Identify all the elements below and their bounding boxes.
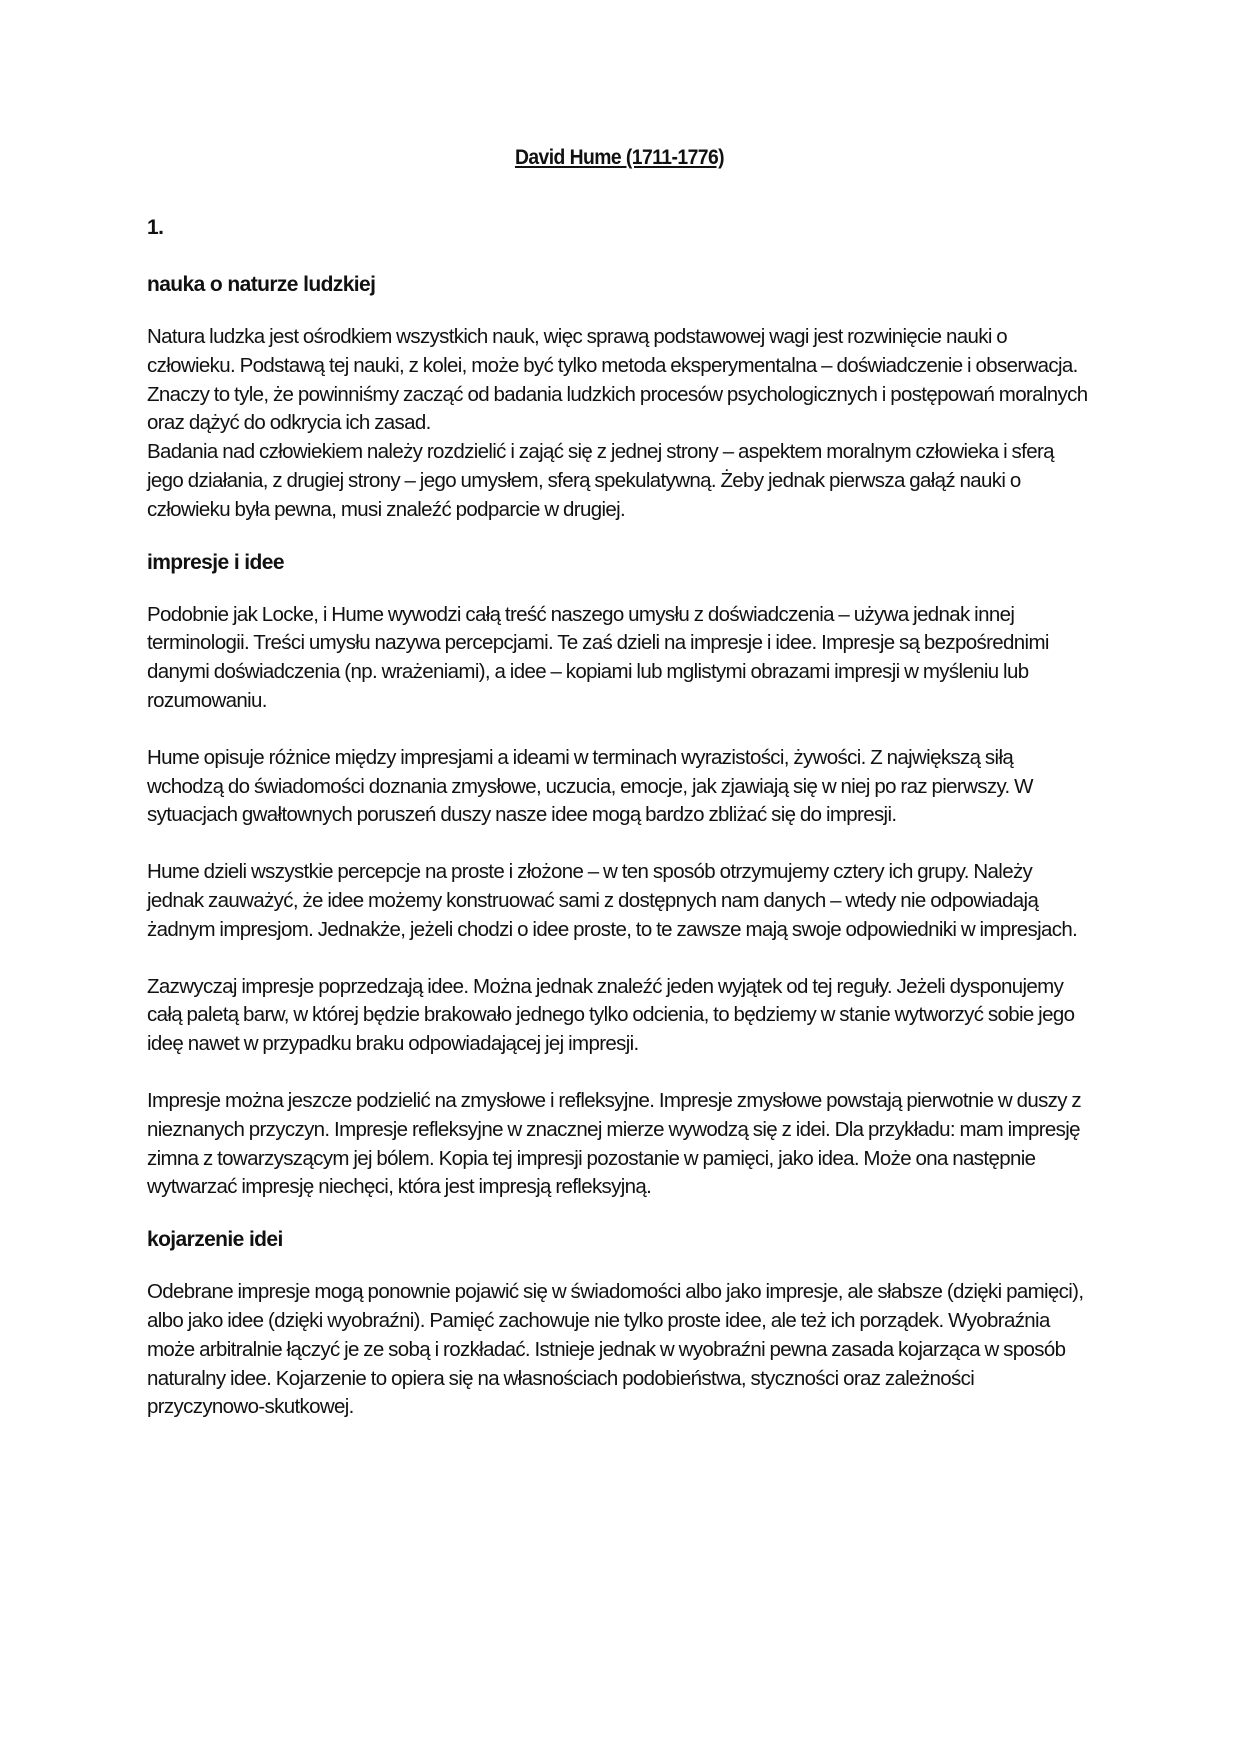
section-heading-impresje: impresje i idee xyxy=(147,550,284,574)
paragraph: Hume opisuje różnice między impresjami a ideami w terminach wyrazistości, żywości. Z największą siłą wchodzą do świadomości doznania zmysłowe, uczucia, emocje, jak zjawiają się w niej po raz pierwszy. W sytuacjach gwałtownych poruszeń duszy nasze idee mogą bardzo zbliżać się do impresji. xyxy=(147,745,1033,827)
paragraph: Odebrane impresje mogą ponownie pojawić się w świadomości albo jako impresje, ale słabsze (dzięki pamięci), albo jako idee (dzięki wyobraźni). Pamięć zachowuje nie tylko proste idee, ale też ich porządek. Wyobraźnia może arbitralnie łączyć je ze sobą i rozkładać. Istnieje jednak w wyobraźni pewna zasada kojarząca w sposób naturalny idee. Kojarzenie to opiera się na własnościach podobieństwa, styczności oraz zależności przyczynowo-skutkowej. xyxy=(147,1280,1084,1419)
paragraph: Hume dzieli wszystkie percepcje na proste i złożone – w ten sposób otrzymujemy cztery ich grupy. Należy jednak zauważyć, że idee możemy konstruować sami z dostępnych nam danych – wtedy nie odpowiadają żadnym impresjom. Jednakże, jeżeli chodzi o idee proste, to te zawsze mają swoje odpowiedniki w impresjach. xyxy=(147,860,1078,941)
section-heading-kojarzenie: kojarzenie idei xyxy=(147,1228,283,1252)
paragraph: Badania nad człowiekiem należy rozdzielić i zająć się z jednej strony – aspektem moralnym człowieka i sferą jego działania, z drugiej strony – jego umysłem, sferą spekulatywną. Żeby jednak pierwsza gałąź nauki o człowieku była pewna, musi znaleźć podparcie w drugiej. xyxy=(147,440,1054,521)
paragraph: Podobnie jak Locke, i Hume wywodzi całą treść naszego umysłu z doświadczenia – używa jednak innej terminologii. Treści umysłu nazywa percepcjami. Te zaś dzieli na impresje i idee. Impresje są bezpośrednimi danymi doświadczenia (np. wrażeniami), a idee – kopiami lub mglistymi obrazami impresji w myśleniu lub rozumowaniu. xyxy=(147,602,1049,712)
paragraph: Zazwyczaj impresje poprzedzają idee. Można jednak znaleźć jeden wyjątek od tej reguły. Jeżeli dysponujemy całą paletą barw, w której będzie brakowało jednego tylko odcienia, to będziemy w stanie wytworzyć sobie jego ideę nawet w przypadku braku odpowiadającej jej impresji. xyxy=(147,974,1075,1056)
section-heading-nauka: nauka o naturze ludzkiej xyxy=(147,273,376,296)
document-title: David Hume (1711-1776) xyxy=(514,146,725,169)
paragraph: Impresje można jeszcze podzielić na zmysłowe i refleksyjne. Impresje zmysłowe powstają pierwotnie w duszy z nieznanych przyczyn. Impresje refleksyjne w znacznej mierze wywodzą się z idei. Dla przykładu: mam impresję zimna z towarzyszącym jej bólem. Kopia tej impresji pozostanie w pamięci, jako idea. Może ona następnie wytwarzać impresję niechęci, która jest impresją refleksyjną. xyxy=(147,1088,1082,1199)
document-content xyxy=(147,146,1092,1450)
paragraph: Natura ludzka jest ośrodkiem wszystkich nauk, więc sprawą podstawowej wagi jest rozwinięcie nauki o człowieku. Podstawą tej nauki, z kolei, może być tylko metoda eksperymentalna – doświadczenie i obserwacja. Znaczy to tyle, że powinniśmy zacząć od badania ludzkich procesów psychologicznych i postępowań moralnych oraz dążyć do odkrycia ich zasad. xyxy=(147,325,1088,435)
section-number: 1. xyxy=(147,216,164,239)
